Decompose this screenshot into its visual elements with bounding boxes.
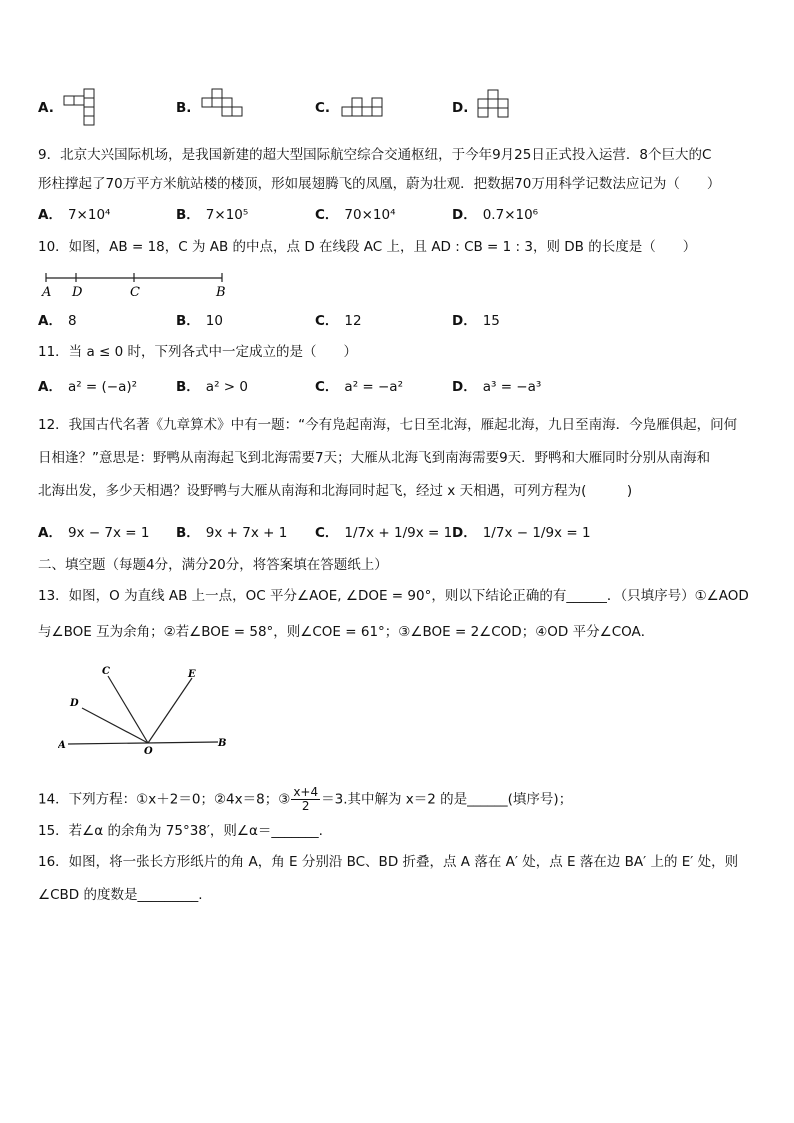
q9-option-a: A． 7×10⁴ — [38, 207, 111, 223]
q10-option-a: A． 8 — [38, 313, 77, 329]
q16-stem-line2: ∠CBD 的度数是_________. — [38, 887, 203, 903]
q16-stem-line1: 16．如图，将一张长方形纸片的角 A，角 E 分别沿 BC、BD 折叠，点 A 落在 A′ 处，点 E 落在边 BA′ 上的 E′ 处，则 — [38, 854, 739, 870]
q9-stem-line1: 9．北京大兴国际机场，是我国新建的超大型国际航空综合交通枢纽，于今年9月25日正式投入运营．8个巨大的C — [38, 147, 712, 163]
q10-option-d: D． 15 — [452, 313, 500, 329]
q10-point-d: D — [72, 285, 83, 300]
q13-stem-line2: 与∠BOE 互为余角；②若∠BOE = 58°，则∠COE = 61°；③∠BOE = 2∠COD；④OD 平分∠COA． — [38, 624, 655, 640]
q11-option-a: A． a² = (−a)² — [38, 379, 138, 395]
q13-angle-figure — [58, 660, 238, 755]
q15-stem: 15．若∠α 的余角为 75°38′，则∠α＝_______. — [38, 823, 323, 839]
q11-option-c: C． a² = −a² — [315, 379, 403, 395]
q12-stem-line2: 日相逢？”意思是：野鸭从南海起飞到北海需要7天；大雁从北海飞到南海需要9天．野鸭和大雁同时分别从南海和 — [38, 450, 711, 466]
q13-stem-line1: 13．如图，O 为直线 AB 上一点，OC 平分∠AOE, ∠DOE = 90°，则以下结论正确的有______．（只填序号）①∠AOD — [38, 588, 749, 604]
cube-net-c-icon — [340, 88, 386, 128]
q14-stem: 14．下列方程：①x＋2＝0；②4x＝8；③ $\frac{x+4}{2}$ ＝3.其中解为 x＝2 的是______(填序号)； — [38, 785, 573, 813]
q11-option-b: B． a² > 0 — [176, 379, 248, 395]
q9-stem-line2: 形柱撑起了70万平方米航站楼的楼顶，形如展翅腾飞的凤凰，蔚为壮观．把数据70万用科学记数法应记为（ ） — [38, 176, 721, 192]
q12-option-b: B． 9x + 7x + 1 — [176, 525, 288, 541]
q8-option-a: A. — [38, 100, 54, 116]
section-fill-in-title: 二、填空题（每题4分，满分20分，将答案填在答题纸上） — [38, 557, 388, 573]
q10-option-b: B． 10 — [176, 313, 223, 329]
q13-point-a: A — [58, 740, 66, 751]
q13-point-o: O — [144, 746, 153, 755]
q8-option-c: C. — [315, 100, 331, 116]
cube-net-d-icon — [476, 88, 516, 128]
q12-stem-line3: 北海出发，多少天相遇？设野鸭与大雁从南海和北海同时起飞，经过 x 天相遇，可列方程为( ) — [38, 483, 633, 499]
q10-stem: 10．如图，AB = 18，C 为 AB 的中点，点 D 在线段 AC 上，且 AD : CB = 1 : 3，则 DB 的长度是（ ） — [38, 239, 697, 255]
q8-option-b: B. — [176, 100, 192, 116]
q13-point-e: E — [188, 669, 196, 680]
q10-option-c: C． 12 — [315, 313, 362, 329]
q10-point-b: B — [216, 285, 226, 300]
q12-option-d: D． 1/7x − 1/9x = 1 — [452, 525, 591, 541]
q10-point-a: A — [42, 285, 52, 300]
q11-stem: 11．当 a ≤ 0 时，下列各式中一定成立的是（ ） — [38, 344, 358, 360]
q9-option-c: C． 70×10⁴ — [315, 207, 396, 223]
q14-fraction: $\frac{x+4}{2}$ — [293, 785, 319, 813]
q12-stem-line1: 12．我国古代名著《九章算术》中有一题：“今有凫起南海，七日至北海，雁起北海，九日至南海．今凫雁俱起，问何 — [38, 417, 738, 433]
cube-net-a-icon — [62, 88, 98, 128]
q10-segment-figure — [38, 270, 238, 300]
q13-point-b: B — [218, 738, 227, 749]
q13-point-c: C — [102, 666, 110, 677]
q13-point-d: D — [70, 698, 79, 709]
q11-option-d: D． a³ = −a³ — [452, 379, 542, 395]
q8-option-d: D. — [452, 100, 469, 116]
cube-net-b-icon — [200, 88, 246, 128]
q12-option-c: C． 1/7x + 1/9x = 1 — [315, 525, 453, 541]
q12-option-a: A． 9x − 7x = 1 — [38, 525, 150, 541]
q9-option-b: B． 7×10⁵ — [176, 207, 249, 223]
q9-option-d: D． 0.7×10⁶ — [452, 207, 539, 223]
q10-point-c: C — [130, 285, 140, 300]
